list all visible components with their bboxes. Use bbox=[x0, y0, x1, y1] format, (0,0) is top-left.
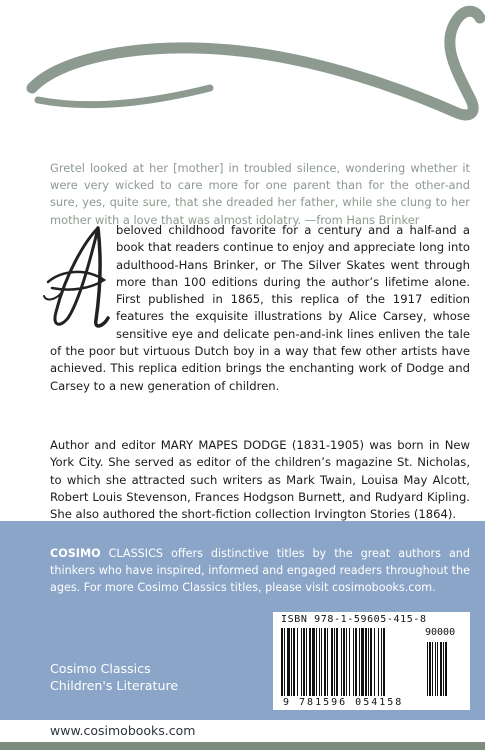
barcode-addon: 90000 bbox=[425, 627, 456, 638]
author-bio-text: Author and editor MARY MAPES DODGE (1831-1905) was born in New York City. She served as editor of the children’s magazine St. Nicholas, to which she attracted such writers as Mark Twain, Louisa May Alcott, Robert Louis Stevenson, Frances Hodgson Burnett, and Rudyard Kipling. She also authored the short-fiction collection Irvington Stories (1864). bbox=[50, 438, 470, 522]
publisher-brand: COSIMO bbox=[50, 547, 101, 560]
decorative-initial-a bbox=[42, 222, 110, 332]
author-bio bbox=[50, 437, 470, 523]
barcode-panel bbox=[273, 612, 470, 710]
epigraph-quote bbox=[50, 160, 470, 229]
footer bbox=[0, 720, 485, 750]
publisher-series: CLASSICS bbox=[108, 547, 163, 560]
book-description bbox=[50, 222, 470, 395]
imprint-line-2: Children's Literature bbox=[50, 678, 179, 693]
barcode-icon bbox=[281, 628, 463, 696]
quote-text: Gretel looked at her [mother] in troubled silence, wondering whether it were very wicked to care more for one parent than for the other-and sure, yes, quite sure, that she dreaded her father, while she clung to her mother with a love that was almost idolatry. —from Hans Brinker bbox=[50, 161, 470, 227]
footer-stripe bbox=[0, 742, 485, 750]
ean-number: 9 781596 054158 bbox=[283, 697, 404, 708]
imprint-line-1: Cosimo Classics bbox=[50, 661, 151, 676]
isbn-label: ISBN 978-1-59605-415-8 bbox=[281, 614, 427, 625]
publisher-url: www.cosimobooks.com bbox=[50, 723, 196, 738]
imprint-label bbox=[50, 660, 250, 694]
publisher-blurb bbox=[50, 545, 470, 596]
decorative-flourish bbox=[0, 0, 485, 140]
publisher-blurb-text: offers distinctive titles by the great authors and thinkers who have inspired, informed and engaged readers throughout the ages. For more Cosimo Classics titles, please visit cosimobooks.com. bbox=[50, 547, 470, 594]
description-text: beloved childhood favorite for a century and a half-and a book that readers continue to enjoy and appreciate long into adulthood-Hans Brinker, or The Silver Skates went through more than 100 editions during the author’s lifetime alone. First published in 1865, this replica of the 1917 edition features the exquisite illustrations by Alice Carsey, whose sensitive eye and delicate pen-and-ink lines enliven the tale of the poor but virtuous Dutch boy in a way that few other artists have achieved. This replica edition brings the enchanting work of Dodge and Carsey to a new generation of children. bbox=[50, 223, 470, 393]
